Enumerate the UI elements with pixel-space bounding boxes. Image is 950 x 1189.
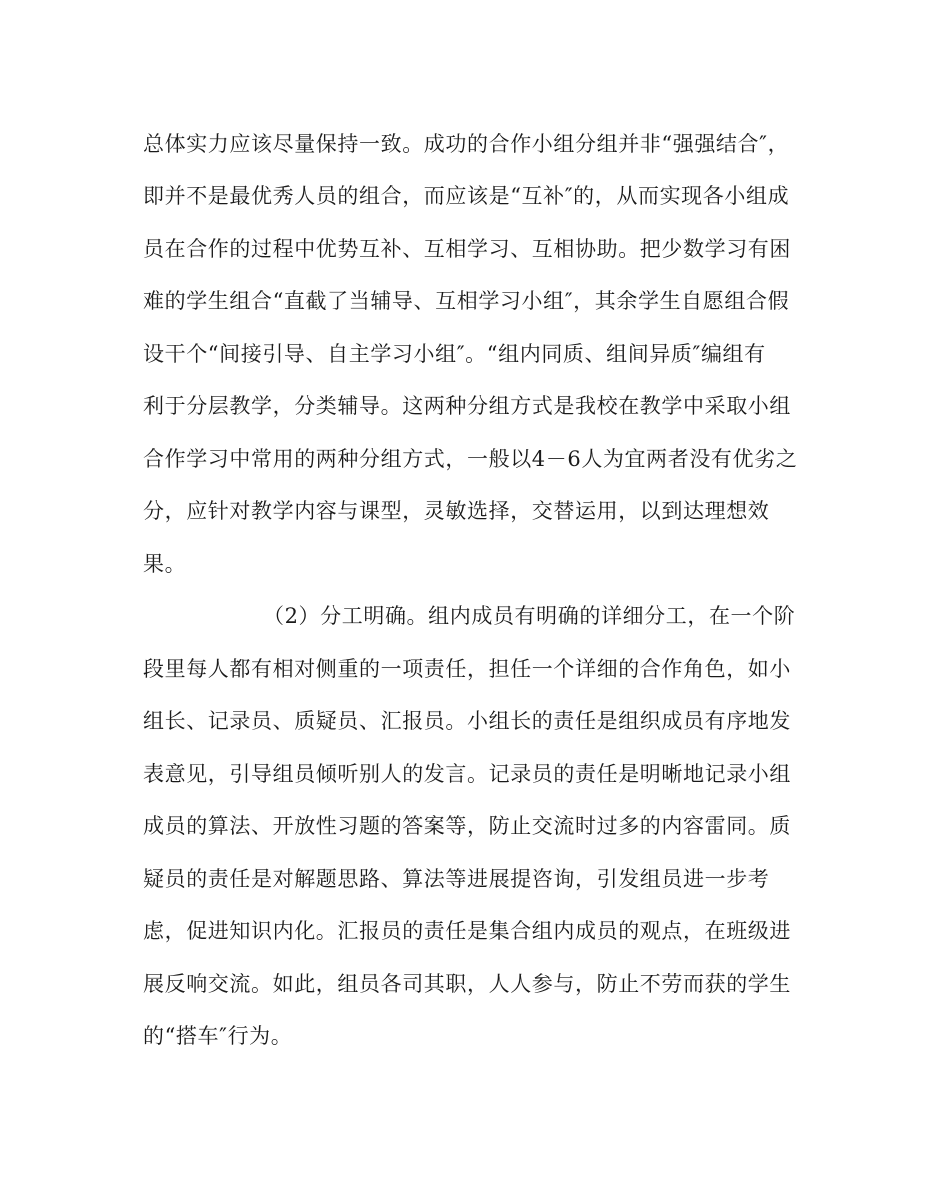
text-line: 利于分层教学，分类辅导。这两种分组方式是我校在教学中采取小组 (143, 394, 791, 418)
text-line: 展反响交流。如此，组员各司其职，人人参与，防止不劳而获的学生 (143, 972, 791, 996)
text-line-indented: （2）分工明确。组内成员有明确的详细分工，在一个阶 (263, 604, 796, 628)
text-line: 组长、记录员、质疑员、汇报员。小组长的责任是组织成员有序地发 (143, 709, 791, 733)
text-line: 员在合作的过程中优势互补、互相学习、互相协助。把少数学习有困 (143, 237, 791, 261)
text-line: 果。 (143, 552, 187, 576)
text-line: 总体实力应该尽量保持一致。成功的合作小组分组并非“强强结合″， (143, 132, 790, 156)
text-line: 成员的算法、开放性习题的答案等，防止交流时过多的内容雷同。质 (143, 814, 791, 838)
text-line: 表意见，引导组员倾听别人的发言。记录员的责任是明晰地记录小组 (143, 762, 791, 786)
text-line: 设干个“间接引导、自主学习小组″。“组内同质、组间异质″编组有 (143, 342, 766, 366)
text-line: 疑员的责任是对解题思路、算法等进展提咨询，引发组员进一步考 (143, 867, 770, 891)
text-line: 虑，促进知识内化。汇报员的责任是集合组内成员的观点，在班级进 (143, 919, 791, 943)
text-line: 难的学生组合“直截了当辅导、互相学习小组″，其余学生自愿组合假 (143, 289, 790, 313)
text-line: 合作学习中常用的两种分组方式，一般以4－6人为宜两者没有优劣之 (143, 447, 798, 471)
text-line: 的“搭车″行为。 (143, 1024, 293, 1048)
text-line: 段里每人都有相对侧重的一项责任，担任一个详细的合作角色，如小 (143, 657, 791, 681)
text-line: 分，应针对教学内容与课型，灵敏选择，交替运用，以到达理想效 (143, 499, 770, 523)
text-line: 即并不是最优秀人员的组合，而应该是“互补″的，从而实现各小组成 (143, 184, 790, 208)
